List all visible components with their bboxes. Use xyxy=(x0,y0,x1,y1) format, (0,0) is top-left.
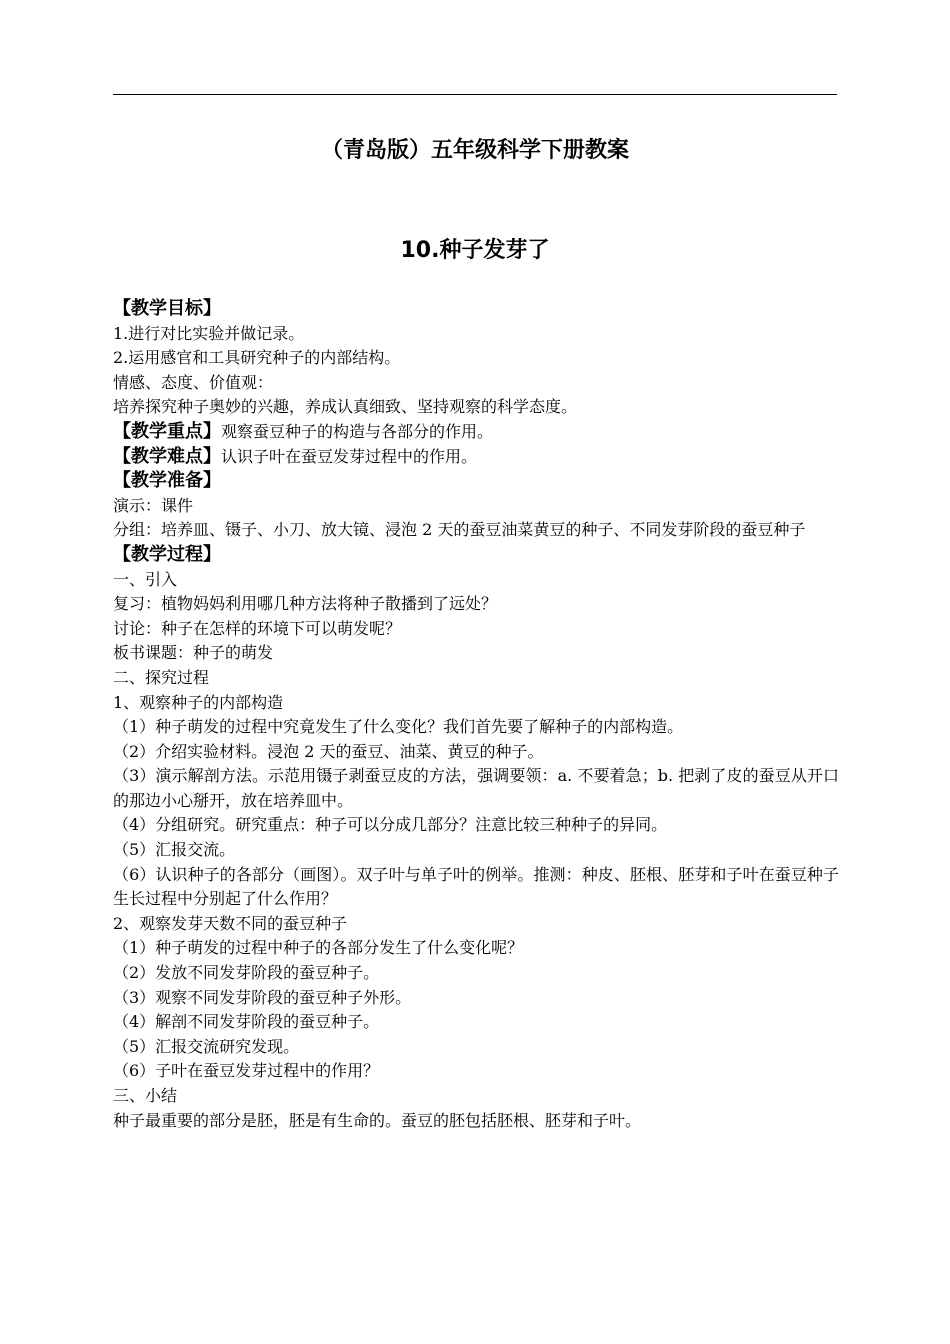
process-line: 1、观察种子的内部构造 xyxy=(113,692,284,712)
key-point-line xyxy=(113,420,839,445)
process-line: （5）汇报交流研究发现。 xyxy=(113,1036,300,1056)
document-title: （青岛版）五年级科学下册教案 xyxy=(320,138,629,163)
process-line: （1）种子萌发的过程中究竟发生了什么变化？我们首先要了解种子的内部构造。 xyxy=(113,717,684,737)
process-line: 板书课题：种子的萌发 xyxy=(113,643,274,663)
preparation-group: 分组：培养皿、镊子、小刀、放大镜、浸泡 2 天的蚕豆油菜黄豆的种子、不同发芽阶段的蚕豆种子 xyxy=(113,520,806,540)
header-rule xyxy=(113,94,837,95)
lesson-title: 10.种子发芽了 xyxy=(400,238,550,263)
difficulty-text: 认识子叶在蚕豆发芽过程中的作用。 xyxy=(221,446,478,466)
process-line: 二、探究过程 xyxy=(113,667,210,687)
process-line: （6）子叶在蚕豆发芽过程中的作用？ xyxy=(113,1061,380,1081)
process-line: 讨论：种子在怎样的环境下可以萌发呢？ xyxy=(113,618,402,638)
difficulty-heading: 【教学难点】 xyxy=(113,445,221,467)
key-point-heading: 【教学重点】 xyxy=(113,420,221,442)
objective-item: 1.进行对比实验并做记录。 xyxy=(113,323,305,343)
process-line: 三、小结 xyxy=(113,1086,178,1105)
process-line: 一、引入 xyxy=(113,569,178,589)
preparation-demo: 演示：课件 xyxy=(113,495,194,515)
preparation-heading: 【教学准备】 xyxy=(113,470,221,492)
key-point-text: 观察蚕豆种子的构造与各部分的作用。 xyxy=(221,421,494,441)
process-line: （2）介绍实验材料。浸泡 2 天的蚕豆、油菜、黄豆的种子。 xyxy=(113,741,544,761)
process-line: 2、观察发芽天数不同的蚕豆种子 xyxy=(113,913,348,933)
process-line: （5）汇报交流。 xyxy=(113,840,236,860)
objectives-heading: 【教学目标】 xyxy=(113,298,221,319)
process-line: （3）观察不同发芽阶段的蚕豆种子外形。 xyxy=(113,987,412,1007)
objective-item: 培养探究种子奥妙的兴趣，养成认真细致、坚持观察的科学态度。 xyxy=(113,397,578,417)
process-line: 复习：植物妈妈利用哪几种方法将种子散播到了远处？ xyxy=(113,594,498,614)
document-body xyxy=(113,297,839,1133)
process-line: （4）解剖不同发芽阶段的蚕豆种子。 xyxy=(113,1012,380,1032)
process-line: （3）演示解剖方法。示范用镊子剥蚕豆皮的方法，强调要领：a. 不要着急；b. 把剥了皮的蚕豆从开口的那边小心掰开，放在培养皿中。 xyxy=(113,766,839,810)
process-line: （2）发放不同发芽阶段的蚕豆种子。 xyxy=(113,963,380,983)
objective-item: 情感、态度、价值观： xyxy=(113,372,274,392)
process-heading: 【教学过程】 xyxy=(113,543,221,565)
difficulty-line xyxy=(113,445,839,470)
process-line: （4）分组研究。研究重点：种子可以分成几部分？注意比较三种种子的异同。 xyxy=(113,815,668,835)
objective-item: 2.运用感官和工具研究种子的内部结构。 xyxy=(113,348,401,368)
process-line: 种子最重要的部分是胚，胚是有生命的。蚕豆的胚包括胚根、胚芽和子叶。 xyxy=(113,1110,642,1130)
process-line: （6）认识种子的各部分（画图）。双子叶与单子叶的例举。推测：种皮、胚根、胚芽和子叶在蚕豆种子生长过程中分别起了什么作用？ xyxy=(113,864,839,909)
process-line: （1）种子萌发的过程中种子的各部分发生了什么变化呢？ xyxy=(113,938,524,958)
